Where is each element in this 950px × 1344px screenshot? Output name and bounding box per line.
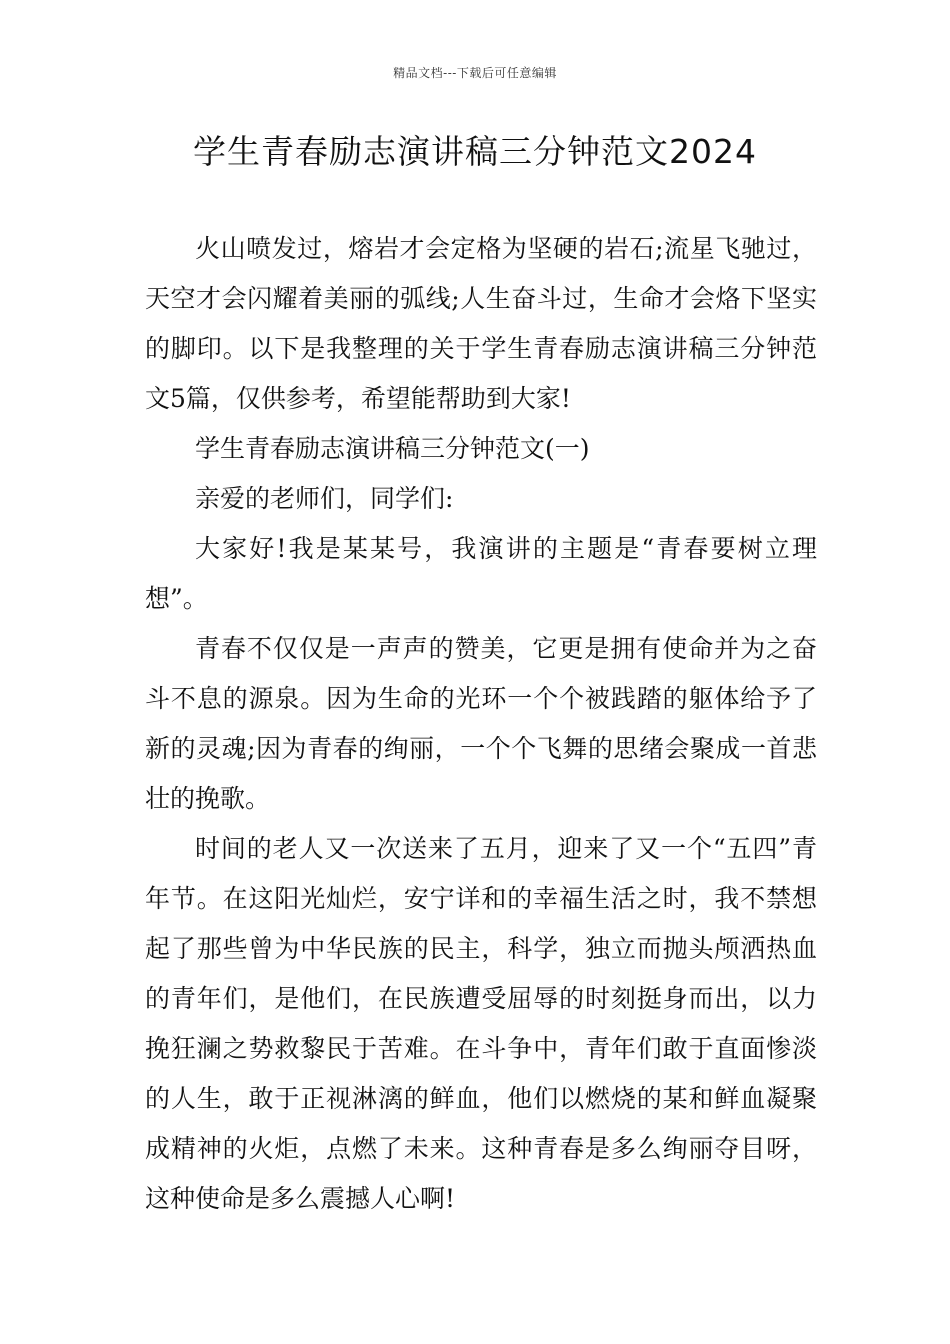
- body-paragraph: 大家好!我是某某号，我演讲的主题是“青春要树立理想”。: [145, 534, 817, 613]
- body-paragraph: 青春不仅仅是一声声的赞美，它更是拥有使命并为之奋斗不息的源泉。因为生命的光环一个个被践踏的躯体给予了新的灵魂;因为青春的绚丽，一个个飞舞的思绪会聚成一首悲壮的挽歌。: [145, 634, 817, 813]
- salutation: 亲爱的老师们，同学们:: [195, 484, 454, 513]
- document-body: [145, 224, 817, 1224]
- page-title: 学生青春励志演讲稿三分钟范文2024: [193, 132, 757, 171]
- header-note: 精品文档---下载后可任意编辑: [393, 66, 557, 80]
- section-heading: 学生青春励志演讲稿三分钟范文(一): [195, 434, 590, 463]
- intro-paragraph: 火山喷发过，熔岩才会定格为坚硬的岩石;流星飞驰过，天空才会闪耀着美丽的弧线;人生奋斗过，生命才会烙下坚实的脚印。以下是我整理的关于学生青春励志演讲稿三分钟范文5篇，仅供参考，希望能帮助到大家!: [145, 234, 817, 413]
- body-paragraph: 时间的老人又一次送来了五月，迎来了又一个“五四”青年节。在这阳光灿烂，安宁详和的幸福生活之时，我不禁想起了那些曾为中华民族的民主，科学，独立而抛头颅洒热血的青年们，是他们，在民族遭受屈辱的时刻挺身而出，以力挽狂澜之势救黎民于苦难。在斗争中，青年们敢于直面惨淡的人生，敢于正视淋漓的鲜血，他们以燃烧的某和鲜血凝聚成精神的火炬，点燃了未来。这种青春是多么绚丽夺目呀，这种使命是多么震撼人心啊!: [145, 834, 817, 1213]
